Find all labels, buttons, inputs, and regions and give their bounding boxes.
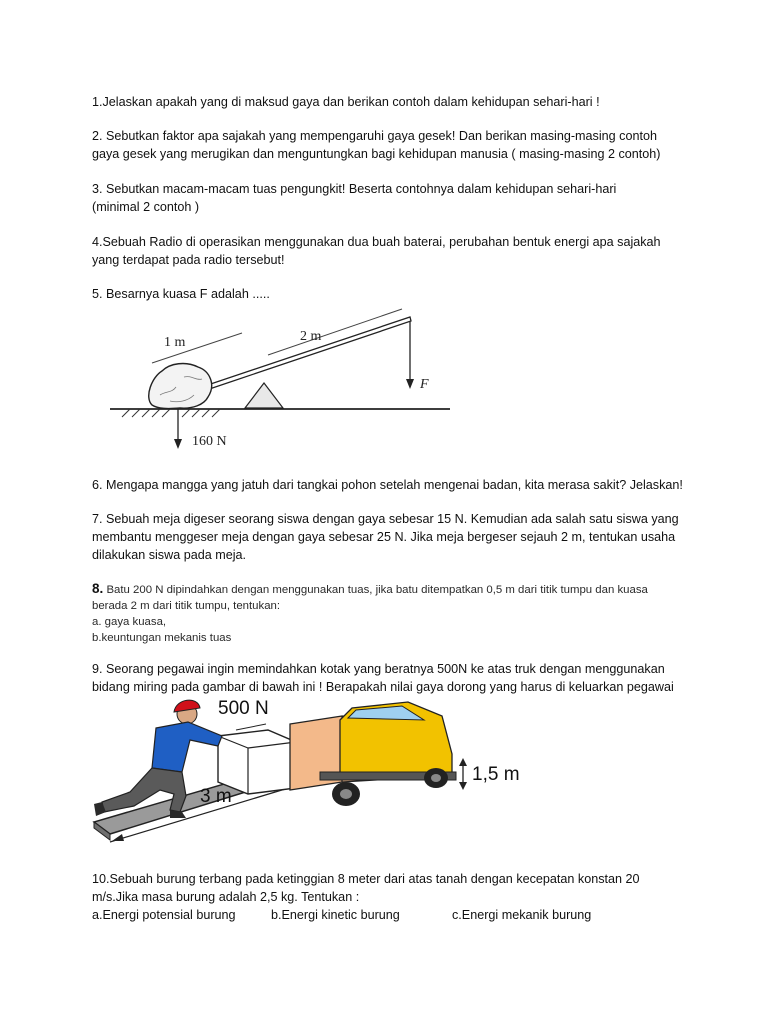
label-weight: 160 N: [192, 434, 227, 449]
question-8-line-2: berada 2 m dari titik tumpu, tentukan:: [92, 600, 281, 612]
label-ramp-length: 3 m: [200, 786, 232, 807]
label-force: F: [420, 377, 429, 392]
question-3-line-1: 3. Sebutkan macam-macam tuas pengungkit! Beserta contohnya dalam kehidupan sehari-hari: [92, 182, 617, 196]
question-9-line-2: bidang miring pada gambar di bawah ini ! Berapakah nilai gaya dorong yang harus di keluarkan pegawai: [92, 680, 674, 694]
label-2m: 2 m: [300, 329, 322, 344]
question-10-line-2: m/s.Jika masa burung adalah 2,5 kg. Tentukan :: [92, 890, 360, 904]
question-8-option-a: a. gaya kuasa,: [92, 616, 167, 628]
label-box-weight: 500 N: [218, 698, 269, 719]
question-7-line-2: membantu menggeser meja dengan gaya sebesar 25 N. Jika meja bergeser sejauh 2 m, tentukan usaha: [92, 530, 676, 544]
question-8-option-b: b.keuntungan mekanis tuas: [92, 632, 232, 644]
question-7-line-3: dilakukan siswa pada meja.: [92, 548, 247, 562]
truck: [290, 702, 456, 806]
question-10-options: [92, 906, 692, 924]
weight-arrow: [174, 439, 182, 449]
question-4-line-1: 4.Sebuah Radio di operasikan menggunakan dua buah baterai, perubahan bentuk energi apa sajakah: [92, 235, 661, 249]
question-10-option-b: b.Energi kinetic burung: [271, 908, 400, 922]
label-1m: 1 m: [164, 335, 186, 350]
lever-diagram: [100, 305, 460, 455]
question-2-line-2: gaya gesek yang merugikan dan menguntungkan bagi kehidupan manusia ( masing-masing 2 contoh): [92, 147, 661, 161]
fulcrum: [245, 383, 283, 408]
label-truck-height: 1,5 m: [472, 764, 520, 785]
question-6: 6. Mengapa mangga yang jatuh dari tangkai pohon setelah mengenai badan, kita merasa sakit? Jelaskan!: [92, 478, 683, 492]
question-1: 1.Jelaskan apakah yang di maksud gaya dan berikan contoh dalam kehidupan sehari-hari !: [92, 95, 600, 109]
question-10-option-c: c.Energi mekanik burung: [452, 908, 592, 922]
question-4-line-2: yang terdapat pada radio tersebut!: [92, 253, 285, 267]
question-5: 5. Besarnya kuasa F adalah .....: [92, 287, 270, 301]
question-2-line-1: 2. Sebutkan faktor apa sajakah yang mempengaruhi gaya gesek! Dan berikan masing-masing contoh: [92, 129, 657, 143]
question-8-line-1: [92, 581, 692, 599]
inclined-plane-diagram: [90, 694, 550, 844]
box: [218, 724, 296, 794]
question-10-option-a: a.Energi potensial burung: [92, 908, 236, 922]
ground-hatching: [122, 409, 220, 417]
dimension-line-2m: [268, 309, 402, 355]
question-7-line-1: 7. Sebuah meja digeser seorang siswa dengan gaya sebesar 15 N. Kemudian ada salah satu siswa yang: [92, 512, 679, 526]
question-3-line-2: (minimal 2 contoh ): [92, 200, 200, 214]
force-arrow: [406, 379, 414, 389]
question-10-line-1: 10.Sebuah burung terbang pada ketinggian 8 meter dari atas tanah dengan kecepatan konstan 20: [92, 872, 640, 886]
question-8-number: 8.: [92, 581, 104, 596]
question-9-line-1: 9. Seorang pegawai ingin memindahkan kotak yang beratnya 500N ke atas truk dengan menggunakan: [92, 662, 665, 676]
question-8-text: Batu 200 N dipindahkan dengan menggunakan tuas, jika batu ditempatkan 0,5 m dari titik tumpu dan kuasa: [106, 584, 648, 596]
